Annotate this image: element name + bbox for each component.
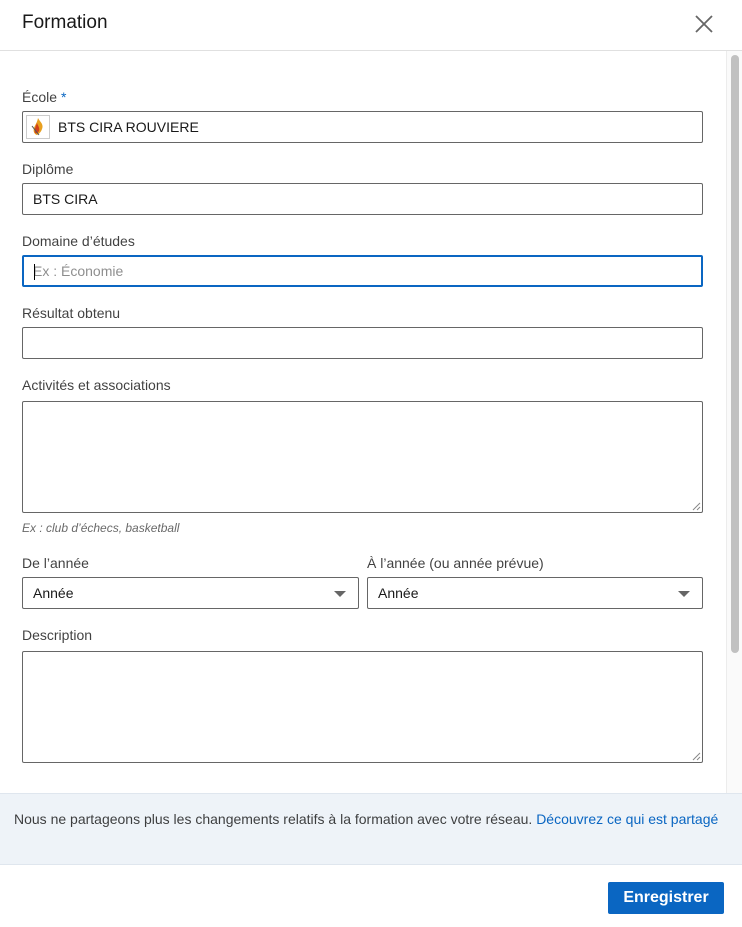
school-value: BTS CIRA ROUVIERE xyxy=(58,119,199,135)
description-textarea[interactable] xyxy=(22,651,703,763)
notice-link[interactable]: Découvrez ce qui est partagé xyxy=(536,811,719,827)
close-icon[interactable] xyxy=(695,15,713,33)
school-input[interactable] xyxy=(22,111,703,143)
degree-label: Diplôme xyxy=(22,161,74,177)
school-label: École * xyxy=(22,89,67,105)
scrollbar-thumb[interactable] xyxy=(731,55,739,653)
resize-grip-icon[interactable] xyxy=(692,502,701,511)
grade-input[interactable] xyxy=(22,327,703,359)
school-logo xyxy=(26,115,50,139)
start-year-label: De l’année xyxy=(22,555,89,571)
activities-label: Activités et associations xyxy=(22,377,171,393)
required-marker: * xyxy=(61,89,67,105)
end-year-select[interactable] xyxy=(367,577,703,609)
end-year-label: À l’année (ou année prévue) xyxy=(367,555,544,571)
modal-header xyxy=(0,0,742,51)
activities-hint: Ex : club d’échecs, basketball xyxy=(22,521,180,535)
field-of-study-text[interactable] xyxy=(33,263,701,279)
modal-title: Formation xyxy=(22,12,108,33)
notice-text: Nous ne partageons plus les changements relatifs à la formation avec votre réseau. xyxy=(14,811,533,827)
flame-logo-icon xyxy=(29,117,47,137)
close-button[interactable] xyxy=(690,10,718,38)
end-year-value: Année xyxy=(378,585,419,601)
text-caret xyxy=(34,264,35,280)
activities-textarea[interactable] xyxy=(22,401,703,513)
start-year-select[interactable] xyxy=(22,577,359,609)
degree-input[interactable] xyxy=(22,183,703,215)
description-label: Description xyxy=(22,627,93,643)
degree-value: BTS CIRA xyxy=(33,191,98,207)
field-of-study-label: Domaine d’études xyxy=(22,233,135,249)
dropdown-arrow-icon xyxy=(334,591,346,597)
field-of-study-input[interactable] xyxy=(22,255,703,287)
modal-footer xyxy=(0,865,742,927)
save-button[interactable]: Enregistrer xyxy=(608,882,724,914)
start-year-value: Année xyxy=(33,585,74,601)
resize-grip-icon[interactable] xyxy=(692,752,701,761)
sharing-notice xyxy=(0,793,742,865)
modal-body xyxy=(0,51,742,793)
dropdown-arrow-icon xyxy=(678,591,690,597)
grade-label: Résultat obtenu xyxy=(22,305,121,321)
